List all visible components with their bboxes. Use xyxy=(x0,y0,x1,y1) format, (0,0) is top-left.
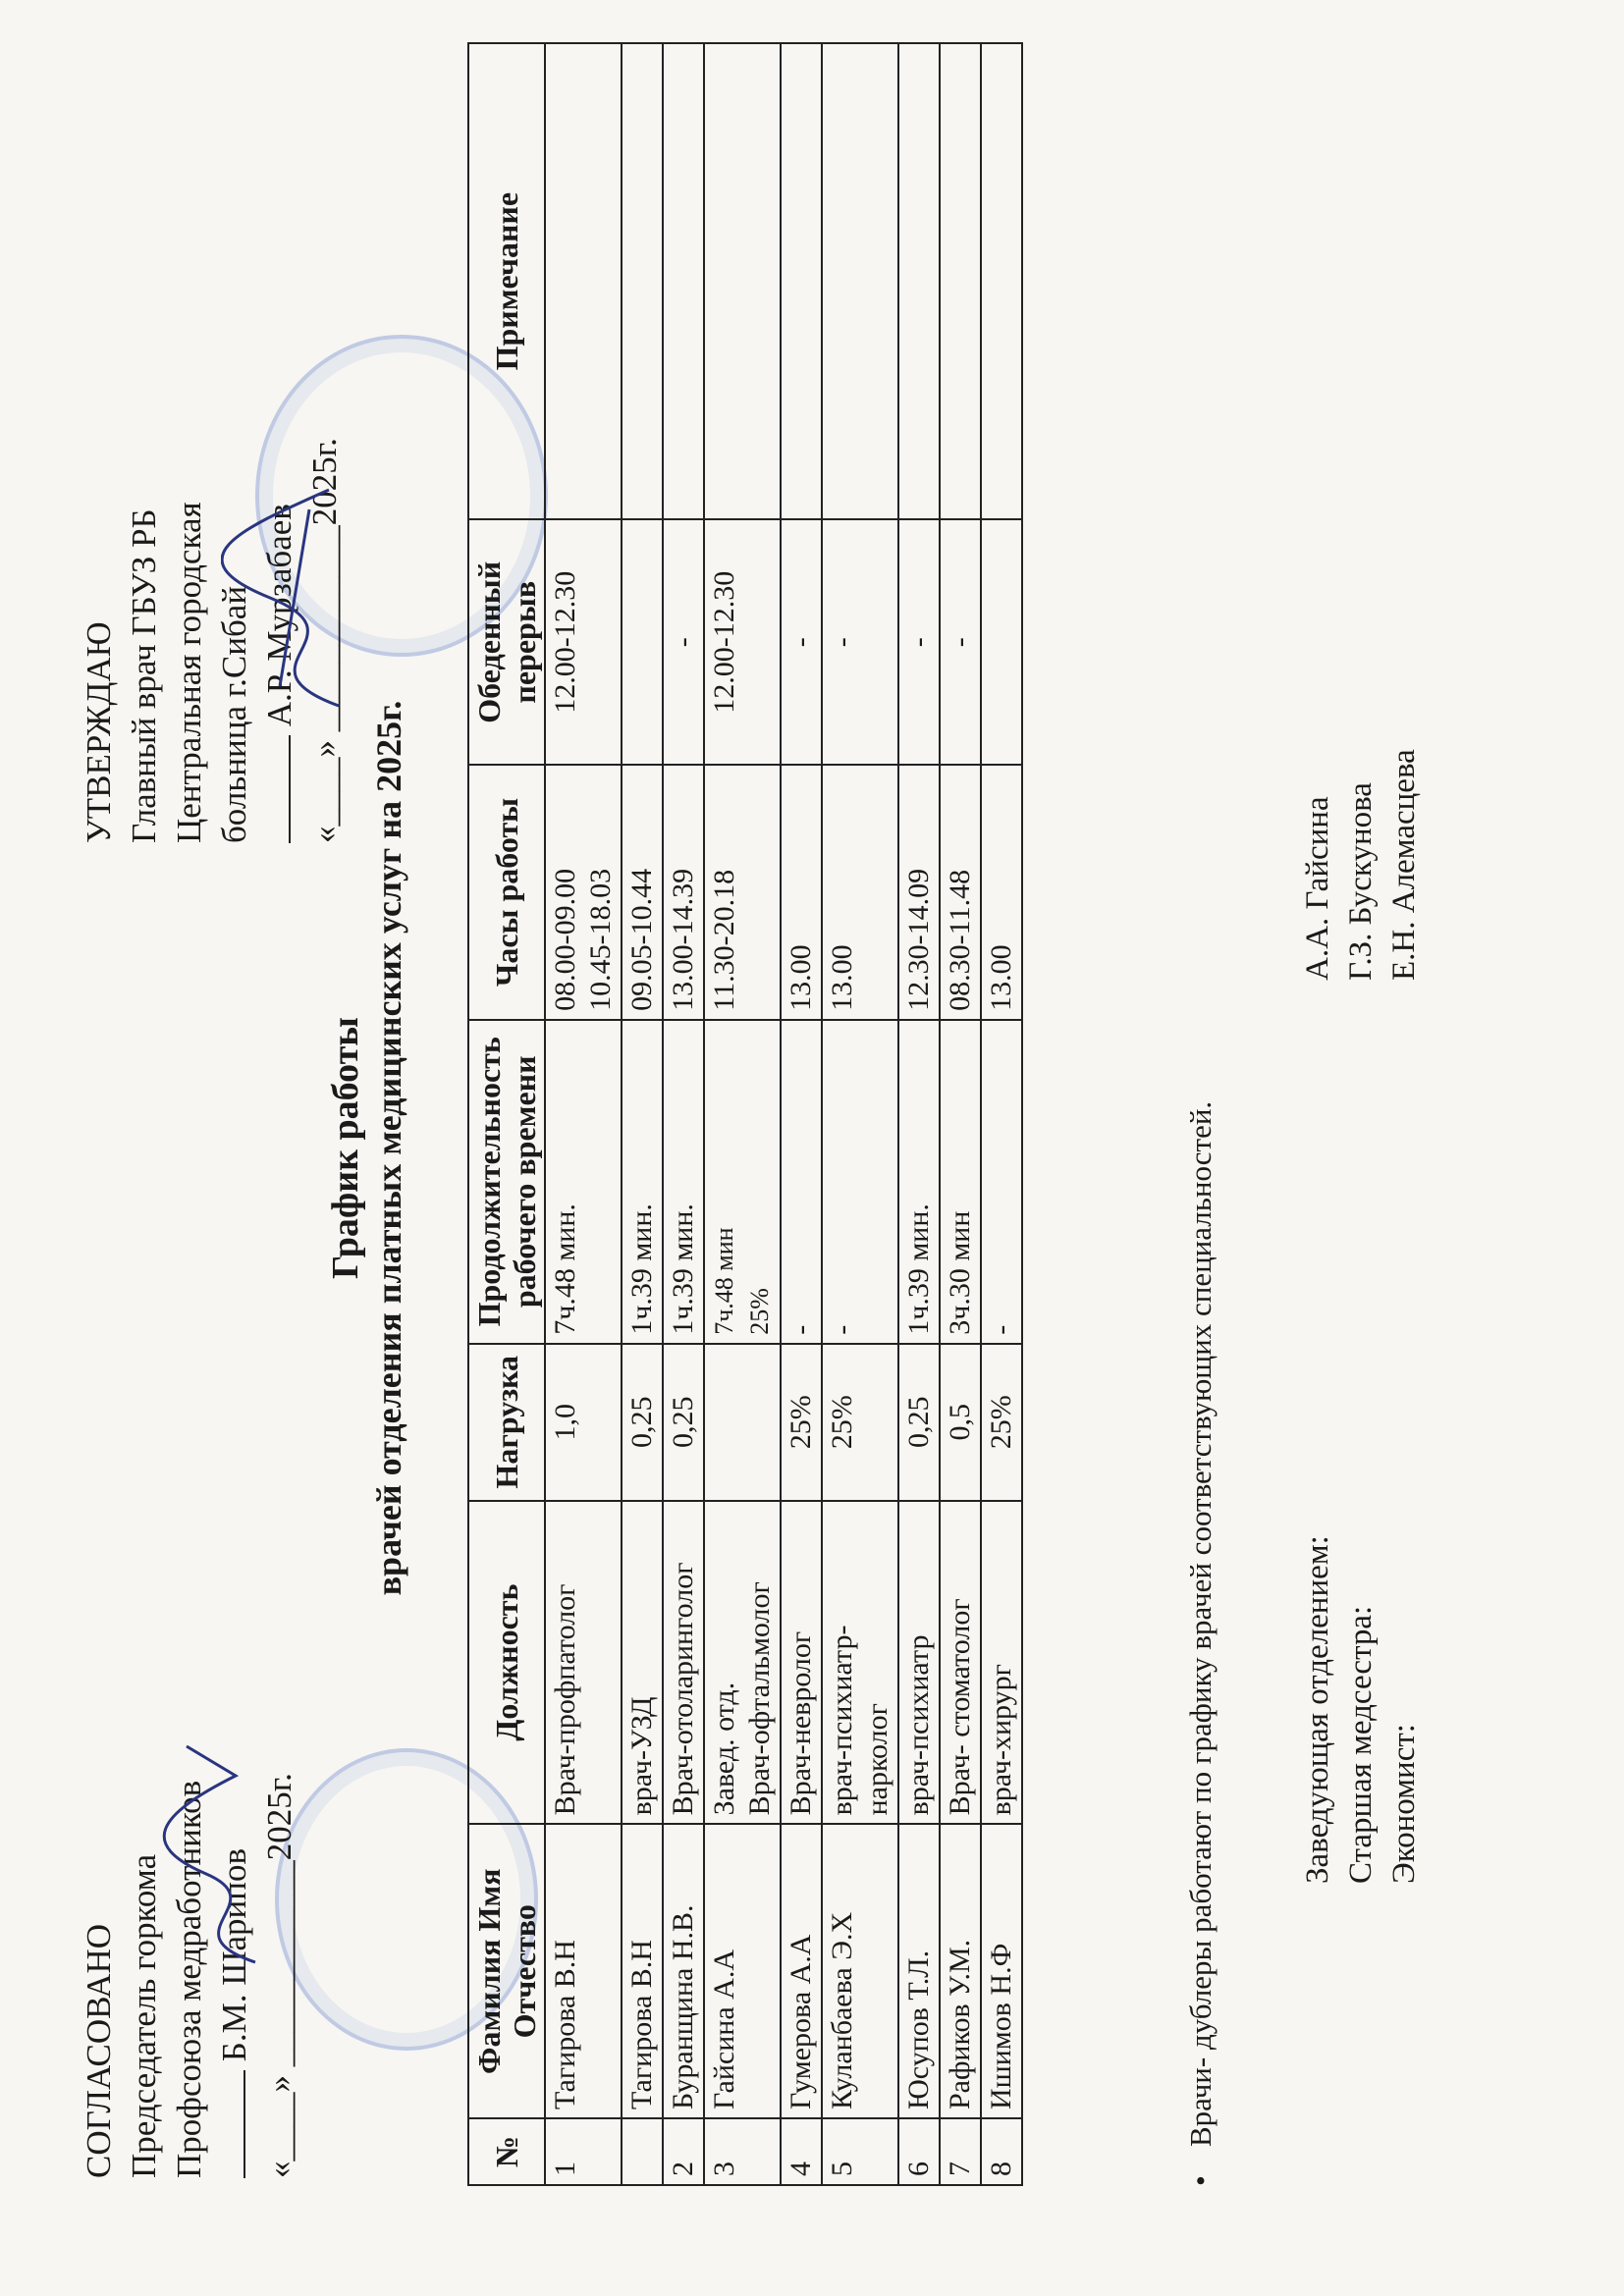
col-header-load: Нагрузка xyxy=(468,1344,545,1501)
table-row xyxy=(940,43,981,2185)
cell-num: 6 xyxy=(898,2118,940,2185)
cell-name: Гумерова А.А xyxy=(781,1824,822,2118)
cell-load: 0,25 xyxy=(663,1344,704,1501)
cell-duration: 1ч.39 мин. xyxy=(663,1020,704,1344)
cell-lunch xyxy=(622,519,663,765)
cell-load xyxy=(704,1344,781,1501)
cell-position: Врач- стоматолог xyxy=(940,1501,981,1825)
table-row xyxy=(704,43,781,2185)
cell-position: врач-хирург xyxy=(981,1501,1022,1825)
cell-hours: 13.00-14.39 xyxy=(663,765,704,1020)
cell-hours: 13.00 xyxy=(781,765,822,1020)
footnote-text: Врачи- дублеры работают по графику врачей соответствующих специальностей. xyxy=(1183,1100,1218,2147)
cell-lunch: - xyxy=(940,519,981,765)
cell-name: Буранщина Н.В. xyxy=(663,1824,704,2118)
table-row xyxy=(622,43,663,2185)
approved-signer: А.Р. Мурзабаев xyxy=(260,504,298,727)
cell-load: 0,25 xyxy=(622,1344,663,1501)
staff-role: Заведующая отделением: xyxy=(1300,1535,1335,1884)
approved-line2: Центральная городская xyxy=(170,502,208,843)
staff-row xyxy=(1382,749,1426,1884)
agreed-heading: СОГЛАСОВАНО xyxy=(80,1923,118,2178)
cell-num: 1 xyxy=(545,2118,622,2185)
cell-note xyxy=(822,43,898,519)
cell-duration: - xyxy=(822,1020,898,1344)
cell-position: Завед. отд. Врач-офтальмолог xyxy=(704,1501,781,1825)
cell-hours: 08.00-09.00 10.45-18.03 xyxy=(545,765,622,1020)
cell-note xyxy=(781,43,822,519)
schedule-body xyxy=(545,43,1022,2185)
col-header-duration: Продолжительность рабочего времени xyxy=(468,1020,545,1344)
cell-hours: 12.30-14.09 xyxy=(898,765,940,1020)
cell-name: Куланбаева Э.Х xyxy=(822,1824,898,2118)
cell-lunch: 12.00-12.30 xyxy=(545,519,622,765)
cell-position: врач-психиатр xyxy=(898,1501,940,1825)
cell-lunch: - xyxy=(781,519,822,765)
cell-lunch: - xyxy=(822,519,898,765)
cell-hours: 13.00 xyxy=(981,765,1022,1020)
cell-num: 8 xyxy=(981,2118,1022,2185)
agreed-line2: Профсоюза медработников xyxy=(170,1780,208,2178)
cell-load: 25% xyxy=(781,1344,822,1501)
cell-lunch: 12.00-12.30 xyxy=(704,519,781,765)
cell-num: 4 xyxy=(781,2118,822,2185)
title-line2: врачей отделения платных медицинских услуг на 2025г. xyxy=(369,700,408,1596)
cell-duration: - xyxy=(981,1020,1022,1344)
cell-note xyxy=(940,43,981,519)
cell-note xyxy=(663,43,704,519)
table-row xyxy=(981,43,1022,2185)
cell-note xyxy=(545,43,622,519)
col-header-lunch: Обеденный перерыв xyxy=(468,519,545,765)
cell-duration: - xyxy=(781,1020,822,1344)
table-row xyxy=(781,43,822,2185)
cell-hours: 09.05-10.44 xyxy=(622,765,663,1020)
cell-position: Врач-отоларинголог xyxy=(663,1501,704,1825)
cell-position: врач-психиатр- нарколог xyxy=(822,1501,898,1825)
cell-hours: 11.30-20.18 xyxy=(704,765,781,1020)
cell-position: Врач-невролог xyxy=(781,1501,822,1825)
cell-num: 5 xyxy=(822,2118,898,2185)
cell-note xyxy=(898,43,940,519)
col-header-name: Фамилия Имя Отчество xyxy=(468,1824,545,2118)
approved-date: «____» ____________2025г. xyxy=(305,438,344,843)
title-line1: График работы xyxy=(325,1017,366,1279)
cell-duration: 1ч.39 мин. xyxy=(898,1020,940,1344)
cell-lunch: - xyxy=(898,519,940,765)
cell-num: 2 xyxy=(663,2118,704,2185)
staff-name: Г.З. Бускунова xyxy=(1343,782,1379,981)
approved-line1: Главный врач ГБУЗ РБ xyxy=(125,508,163,843)
cell-name: Юсупов Т.Л. xyxy=(898,1824,940,2118)
staff-block xyxy=(1296,749,1426,1884)
cell-hours: 13.00 xyxy=(822,765,898,1020)
col-header-position: Должность xyxy=(468,1501,545,1825)
cell-duration: 3ч.30 мин xyxy=(940,1020,981,1344)
table-header-row xyxy=(468,43,545,2185)
document-title xyxy=(324,0,410,2296)
table-row xyxy=(898,43,940,2185)
staff-name: Е.Н. Алемасцева xyxy=(1386,749,1422,981)
table-row xyxy=(545,43,622,2185)
cell-duration: 1ч.39 мин. xyxy=(622,1020,663,1344)
cell-load: 25% xyxy=(981,1344,1022,1501)
staff-row xyxy=(1296,749,1339,1884)
cell-lunch xyxy=(981,519,1022,765)
agreed-date: «____» ____________2025г. xyxy=(260,1773,298,2178)
cell-num: 3 xyxy=(704,2118,781,2185)
cell-name: Рафиков У.М. xyxy=(940,1824,981,2118)
cell-num: 7 xyxy=(940,2118,981,2185)
cell-hours: 08.30-11.48 xyxy=(940,765,981,1020)
staff-role: Старшая медсестра: xyxy=(1343,1605,1379,1884)
cell-name: Тагирова В.Н xyxy=(622,1824,663,2118)
cell-name: Ишимов Н.Ф xyxy=(981,1824,1022,2118)
cell-load: 0,25 xyxy=(898,1344,940,1501)
agreed-line1: Председатель горкома xyxy=(125,1853,163,2178)
footnote xyxy=(1183,1101,1218,2186)
table-row xyxy=(663,43,704,2185)
cell-load: 25% xyxy=(822,1344,898,1501)
cell-name: Тагирова В.Н xyxy=(545,1824,622,2118)
staff-row xyxy=(1339,749,1382,1884)
cell-name: Гайсина А.А xyxy=(704,1824,781,2118)
schedule-table xyxy=(467,42,1023,2186)
cell-num xyxy=(622,2118,663,2185)
bullet-icon: • xyxy=(1183,2175,1218,2186)
table-row xyxy=(822,43,898,2185)
cell-load: 0,5 xyxy=(940,1344,981,1501)
approved-line3: больница г.Сибай xyxy=(215,585,253,843)
cell-duration: 7ч.48 мин. xyxy=(545,1020,622,1344)
cell-lunch: - xyxy=(663,519,704,765)
staff-role: Экономист: xyxy=(1386,1724,1422,1884)
agreed-signature-icon xyxy=(147,1736,285,1972)
cell-duration: 7ч.48 мин 25% xyxy=(704,1020,781,1344)
cell-position: врач-УЗД xyxy=(622,1501,663,1825)
col-header-hours: Часы работы xyxy=(468,765,545,1020)
cell-note xyxy=(981,43,1022,519)
cell-note xyxy=(704,43,781,519)
approved-heading: УТВЕРЖДАЮ xyxy=(80,621,118,843)
cell-position: Врач-профпатолог xyxy=(545,1501,622,1825)
cell-note xyxy=(622,43,663,519)
col-header-note: Примечание xyxy=(468,43,545,519)
cell-load: 1,0 xyxy=(545,1344,622,1501)
staff-name: А.А. Гайсина xyxy=(1300,796,1335,981)
agreed-signer: Б.М. Шарипов xyxy=(215,1847,253,2062)
col-header-num: № xyxy=(468,2118,545,2185)
